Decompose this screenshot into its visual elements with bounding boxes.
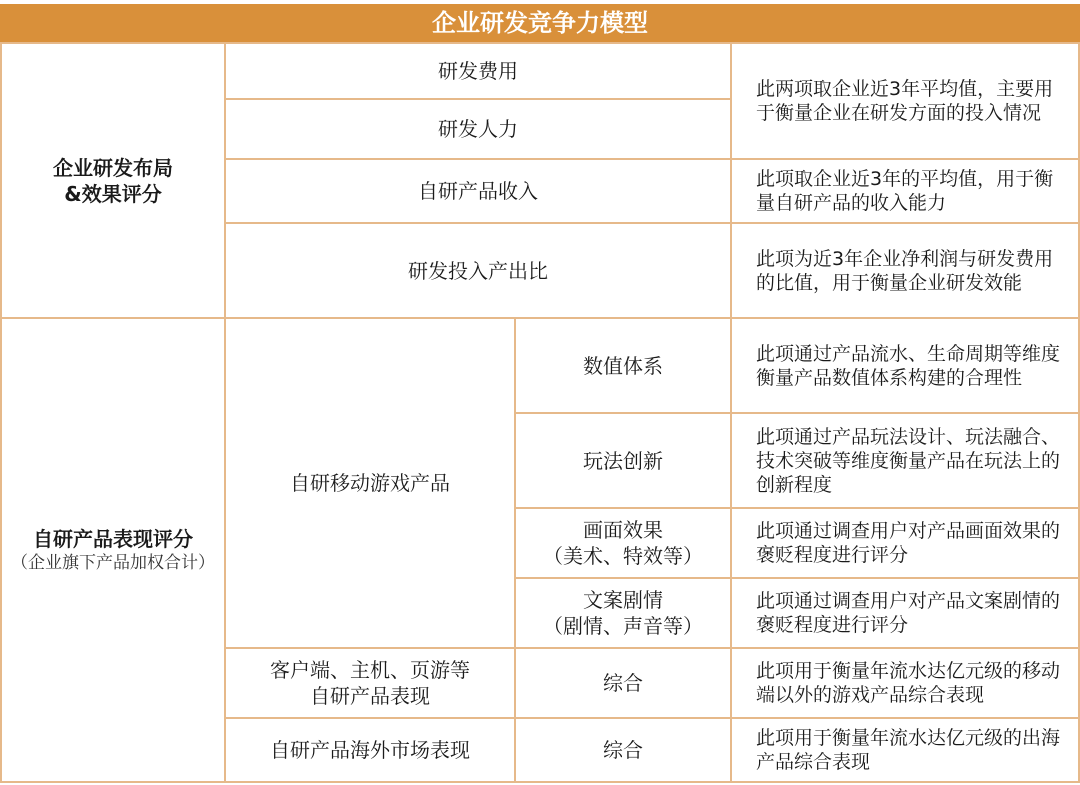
overseas-products: 自研产品海外市场表现 xyxy=(225,718,515,782)
sub-metric: 综合 xyxy=(515,718,731,782)
sub-metric-line2: （剧情、声音等） xyxy=(543,614,703,638)
metric-self-dev-income: 自研产品收入 xyxy=(225,159,731,223)
sub-metric xyxy=(515,578,731,648)
category-product-score xyxy=(1,318,225,782)
sub-desc: 此项通过产品流水、生命周期等维度衡量产品数值体系构建的合理性 xyxy=(731,318,1079,413)
mobile-game-products: 自研移动游戏产品 xyxy=(225,318,515,648)
model-grid xyxy=(0,42,1080,783)
sub-metric: 数值体系 xyxy=(515,318,731,413)
sub-desc: 此项通过调查用户对产品文案剧情的褒贬程度进行评分 xyxy=(731,578,1079,648)
sub-desc: 此项用于衡量年流水达亿元级的出海产品综合表现 xyxy=(731,718,1079,782)
sub-metric xyxy=(515,508,731,578)
desc-income: 此项取企业近3年的平均值，用于衡量自研产品的收入能力 xyxy=(731,159,1079,223)
sub-metric-line1: 文案剧情 xyxy=(583,588,663,612)
sub-desc: 此项通过产品玩法设计、玩法融合、技术突破等维度衡量产品在玩法上的创新程度 xyxy=(731,413,1079,508)
other-platform-products xyxy=(225,648,515,718)
desc-ratio: 此项为近3年企业净利润与研发费用的比值，用于衡量企业研发效能 xyxy=(731,223,1079,318)
category-note: （企业旗下产品加权合计） xyxy=(11,553,215,573)
table-row xyxy=(1,318,1079,413)
sub-metric: 综合 xyxy=(515,648,731,718)
product-line1: 客户端、主机、页游等 xyxy=(270,658,470,682)
sub-metric-line2: （美术、特效等） xyxy=(543,544,703,568)
sub-desc: 此项通过调查用户对产品画面效果的褒贬程度进行评分 xyxy=(731,508,1079,578)
table-row xyxy=(1,43,1079,99)
product-line2: 自研产品表现 xyxy=(310,684,430,708)
desc-rd-input: 此两项取企业近3年平均值，主要用于衡量企业在研发方面的投入情况 xyxy=(731,43,1079,159)
metric-rd-staff: 研发人力 xyxy=(225,99,731,159)
category-title: 自研产品表现评分 xyxy=(33,527,193,551)
sub-desc: 此项用于衡量年流水达亿元级的移动端以外的游戏产品综合表现 xyxy=(731,648,1079,718)
sub-metric-line1: 画面效果 xyxy=(583,518,663,542)
metric-rd-expense: 研发费用 xyxy=(225,43,731,99)
metric-rd-ratio: 研发投入产出比 xyxy=(225,223,731,318)
table-title: 企业研发竞争力模型 xyxy=(0,4,1080,42)
category-layout-score xyxy=(1,43,225,318)
category-line2: &效果评分 xyxy=(64,181,162,206)
sub-metric: 玩法创新 xyxy=(515,413,731,508)
category-line1: 企业研发布局 xyxy=(53,155,173,180)
